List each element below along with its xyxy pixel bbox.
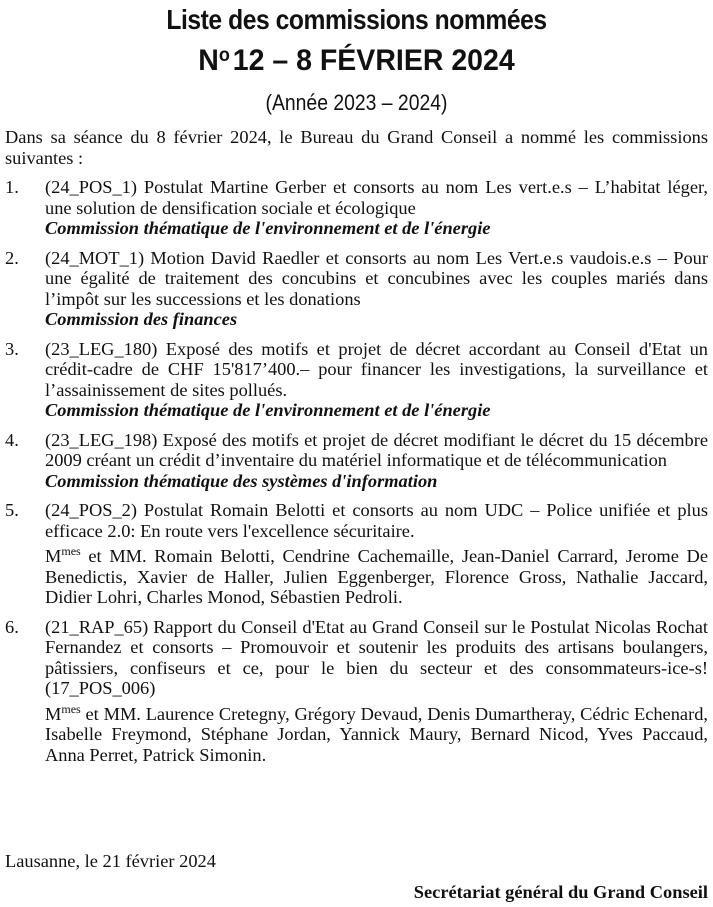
item-commission: Commission thématique des systèmes d'information [45, 470, 438, 491]
item-text: (21_RAP_65) Rapport du Conseil d'Etat au Grand Conseil sur le Postulat Nicolas Rochat Fernandez et consorts – Promouvoir et soutenir les produits des artisans boulangers, pâtissiers, confiseurs et ce, pour le bien du secteur et des consommateurs-ice-s! (17_POS_006) [45, 616, 708, 698]
item-number: 1. [5, 177, 19, 197]
item-commission: Commission thématique de l'environnement et de l'énergie [45, 400, 491, 420]
signature: Secrétariat général du Grand Conseil [413, 882, 708, 902]
item-number: 3. [5, 338, 19, 359]
item-number: 4. [5, 429, 19, 450]
list-item [5, 500, 708, 608]
members-list: et MM. Romain Belotti, Cendrine Cachemaille, Jean-Daniel Carrard, Jerome De Benedictis, Xavier de Haller, Julien Eggenberger, Florence Gross, Nathalie Jaccard, Didier Lohri, Charles Monod, Sébastien Pedroli. [45, 546, 708, 607]
item-number: 5. [5, 500, 19, 520]
list-item [5, 339, 708, 421]
list-item [5, 617, 708, 766]
item-text: (23_LEG_198) Exposé des motifs et projet de décret modifiant le décret du 15 décembre 2009 créant un crédit d’inventaire du matériel informatique et de télécommunication [45, 429, 708, 470]
members-prefix: M [45, 703, 62, 724]
members-sup: mes [61, 544, 81, 558]
place-date: Lausanne, le 21 février 2024 [5, 851, 216, 871]
number-text: 12 – 8 FÉVRIER 2024 [232, 44, 515, 77]
item-commission: Commission des finances [45, 309, 238, 329]
item-members [45, 699, 708, 766]
document-title: Liste des commissions nommées [166, 4, 547, 35]
item-number: 6. [5, 616, 19, 637]
item-text: (24_POS_1) Postulat Martine Gerber et consorts au nom Les vert.e.s – L’habitat léger, une solution de densification sociale et écologique [45, 177, 708, 218]
members-prefix: M [45, 546, 62, 566]
number-prefix: N [198, 44, 219, 77]
document-number-date [18, 44, 695, 78]
list-item [5, 248, 708, 330]
item-text: (24_POS_2) Postulat Romain Belotti et consorts au nom UDC – Police unifiée et plus efficace 2.0: En route vers l'excellence sécuritaire. [45, 500, 708, 541]
members-list: et MM. Laurence Cretegny, Grégory Devaud, Denis Dumartheray, Cédric Echenard, Isabelle Freymond, Stéphane Jordan, Yannick Maury, Bernard Nicod, Yves Paccaud, Anna Perret, Patrick Simonin. [45, 703, 708, 765]
item-members [45, 541, 708, 608]
document-subtitle: (Année 2023 – 2024) [265, 90, 448, 115]
list-item [5, 430, 708, 492]
list-item [5, 177, 708, 239]
item-commission: Commission thématique de l'environnement et de l'énergie [45, 218, 491, 238]
document-body [5, 127, 708, 774]
item-text: (24_MOT_1) Motion David Raedler et consorts au nom Les Vert.e.s vaudois.e.s – Pour une égalité de traitement des concubins et concubines avec les couples mariés dans l’impôt sur les successions et les donations [45, 247, 708, 309]
intro-paragraph: Dans sa séance du 8 février 2024, le Bureau du Grand Conseil a nommé les commissions suivantes : [5, 127, 708, 168]
number-sup: o [218, 45, 230, 66]
members-sup: mes [61, 701, 81, 716]
item-number: 2. [5, 247, 19, 268]
item-text: (23_LEG_180) Exposé des motifs et projet de décret accordant au Conseil d'Etat un crédit-cadre de CHF 15'817’400.– pour financer les investigations, la surveillance et l’assainissement de sites pollués. [45, 338, 708, 400]
